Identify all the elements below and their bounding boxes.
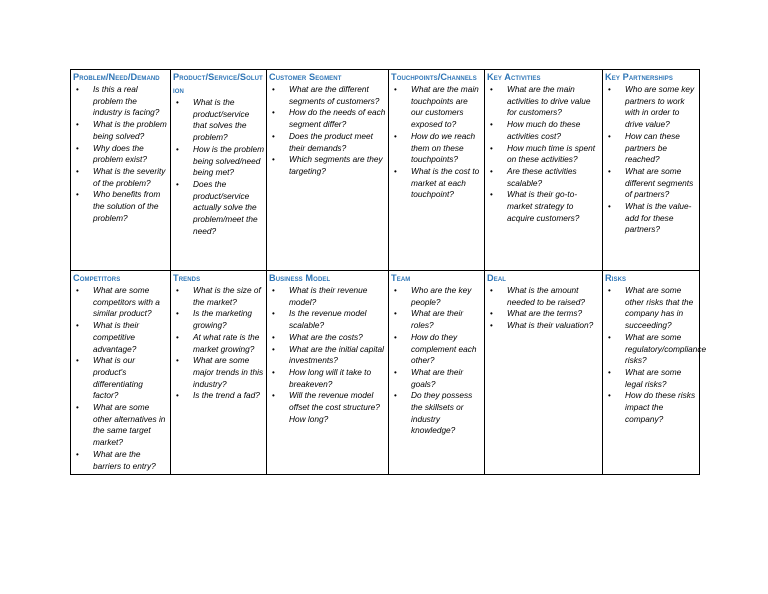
cell-header: Competitors bbox=[73, 273, 121, 283]
question-item: • How do we reach them on these touchpoints? bbox=[391, 131, 482, 166]
question-item: • What is the severity of the problem? bbox=[73, 166, 168, 189]
question-item: • What are some competitors with a similar product? bbox=[73, 285, 168, 320]
question-list bbox=[487, 84, 600, 224]
question-item: • What are the costs? bbox=[269, 332, 386, 344]
business-canvas-table bbox=[70, 69, 707, 475]
question-item: • What are the main activities to drive value for customers? bbox=[487, 84, 600, 119]
cell-customer-segment bbox=[267, 70, 389, 271]
cell-key-partnerships bbox=[603, 70, 700, 271]
question-item: • Is the marketing growing? bbox=[173, 308, 264, 331]
question-item: • How can these partners be reached? bbox=[605, 131, 697, 166]
question-list bbox=[391, 84, 482, 201]
cell-trends bbox=[171, 271, 267, 475]
question-item: • What are the terms? bbox=[487, 308, 600, 320]
question-item: • How much do these activities cost? bbox=[487, 119, 600, 142]
question-item: • Is the revenue model scalable? bbox=[269, 308, 386, 331]
question-list bbox=[391, 285, 482, 437]
question-item: • Who are the key people? bbox=[391, 285, 482, 308]
question-item: • How is the problem being solved/need being met? bbox=[173, 144, 264, 179]
question-list bbox=[605, 285, 707, 425]
question-item: • What are their roles? bbox=[391, 308, 482, 331]
question-item: • What is our product's differentiating factor? bbox=[73, 355, 168, 402]
cell-header: Customer Segment bbox=[269, 72, 342, 82]
cell-header: Risks bbox=[605, 273, 627, 283]
table-row bbox=[71, 271, 700, 475]
cell-header: Touchpoints/Channels bbox=[391, 72, 477, 82]
question-item: • What are their goals? bbox=[391, 367, 482, 390]
question-item: • Do they possess the skillsets or industry knowledge? bbox=[391, 390, 482, 437]
cell-header: Trends bbox=[173, 273, 201, 283]
cell-header: Team bbox=[391, 273, 411, 283]
question-item: • What is the size of the market? bbox=[173, 285, 264, 308]
question-item: • How do these risks impact the company? bbox=[605, 390, 697, 425]
question-list bbox=[487, 285, 600, 332]
cell-risks bbox=[603, 271, 707, 475]
question-list bbox=[73, 285, 168, 472]
cell-header: Deal bbox=[487, 273, 507, 283]
cell-product-service-solution bbox=[171, 70, 267, 271]
cell-competitors bbox=[71, 271, 171, 475]
question-list bbox=[269, 84, 386, 178]
question-item: • What are some other alternatives in the same target market? bbox=[73, 402, 168, 449]
table-row bbox=[71, 70, 700, 271]
cell-header: Key Activities bbox=[487, 72, 541, 82]
question-item: • Why does the problem exist? bbox=[73, 143, 168, 166]
question-item: • How do they complement each other? bbox=[391, 332, 482, 367]
question-list bbox=[73, 84, 168, 224]
question-item: • Who are some key partners to work with in order to drive value? bbox=[605, 84, 697, 131]
question-list bbox=[605, 84, 697, 236]
question-item: • What are some regulatory/compliance risks? bbox=[605, 332, 697, 367]
cell-header: Problem/Need/Demand bbox=[73, 72, 160, 82]
question-list bbox=[173, 97, 264, 237]
question-item: • Does the product meet their demands? bbox=[269, 131, 386, 154]
cell-touchpoints-channels bbox=[389, 70, 485, 271]
question-item: • What are the different segments of customers? bbox=[269, 84, 386, 107]
question-item: • What is their valuation? bbox=[487, 320, 600, 332]
question-item: • What is their revenue model? bbox=[269, 285, 386, 308]
cell-problem-need-demand bbox=[71, 70, 171, 271]
question-item: • Will the revenue model offset the cost structure? How long? bbox=[269, 390, 386, 425]
question-item: • How much time is spent on these activities? bbox=[487, 143, 600, 166]
question-item: • What is their go-to-market strategy to acquire customers? bbox=[487, 189, 600, 224]
cell-header: Business Model bbox=[269, 273, 331, 283]
question-item: • What are the main touchpoints are our customers exposed to? bbox=[391, 84, 482, 131]
cell-header: Key Partnerships bbox=[605, 72, 673, 82]
question-item: • Who benefits from the solution of the problem? bbox=[73, 189, 168, 224]
question-item: • Are these activities scalable? bbox=[487, 166, 600, 189]
cell-key-activities bbox=[485, 70, 603, 271]
question-item: • What are the barriers to entry? bbox=[73, 449, 168, 472]
question-item: • How long will it take to breakeven? bbox=[269, 367, 386, 390]
question-item: • What are the initial capital investments? bbox=[269, 344, 386, 367]
question-item: • What is the amount needed to be raised? bbox=[487, 285, 600, 308]
question-item: • What is their competitive advantage? bbox=[73, 320, 168, 355]
question-item: • How do the needs of each segment differ? bbox=[269, 107, 386, 130]
question-item: • Is the trend a fad? bbox=[173, 390, 264, 402]
question-item: • Does the product/service actually solve the problem/meet the need? bbox=[173, 179, 264, 238]
question-item: • Which segments are they targeting? bbox=[269, 154, 386, 177]
question-item: • What is the cost to market at each touchpoint? bbox=[391, 166, 482, 201]
question-item: • Is this a real problem the industry is facing? bbox=[73, 84, 168, 119]
question-item: • At what rate is the market growing? bbox=[173, 332, 264, 355]
question-item: • What is the value-add for these partners? bbox=[605, 201, 697, 236]
question-item: • What is the product/service that solves the problem? bbox=[173, 97, 264, 144]
cell-business-model bbox=[267, 271, 389, 475]
cell-team bbox=[389, 271, 485, 475]
cell-deal bbox=[485, 271, 603, 475]
question-item: • What are some major trends in this industry? bbox=[173, 355, 264, 390]
question-list bbox=[269, 285, 386, 425]
question-item: • What is the problem being solved? bbox=[73, 119, 168, 142]
question-item: • What are some different segments of partners? bbox=[605, 166, 697, 201]
question-item: • What are some other risks that the company has in succeeding? bbox=[605, 285, 697, 332]
question-list bbox=[173, 285, 264, 402]
cell-header: Product/Service/Solution bbox=[173, 72, 263, 95]
question-item: • What are some legal risks? bbox=[605, 367, 697, 390]
